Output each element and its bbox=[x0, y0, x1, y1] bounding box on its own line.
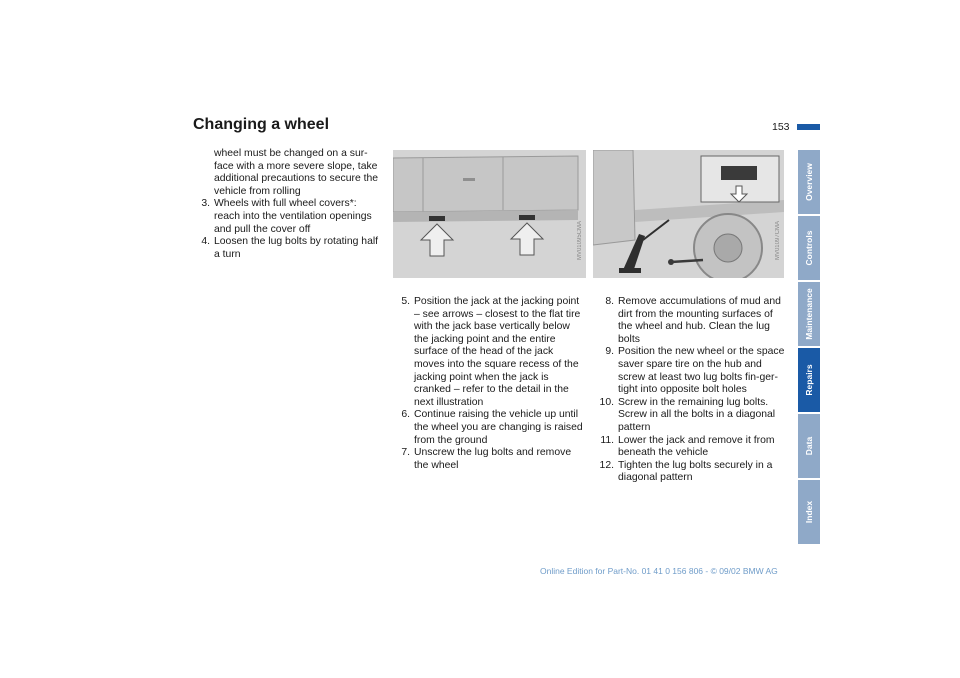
list-item bbox=[596, 296, 786, 346]
list-item bbox=[396, 409, 586, 447]
list-item bbox=[596, 346, 786, 396]
page-number: 153 bbox=[772, 121, 790, 133]
step-number: 4. bbox=[201, 236, 210, 248]
step-text: Position the jack at the jacking point – see arrows – closest to the flat tire with the jack base vertically below the jacking point and the entire surface of the head of the jack moves into the square recess of the jacking point when the jack is cranked – refer to the detail in the next illustration bbox=[414, 296, 581, 408]
tab-label: Data bbox=[804, 436, 814, 456]
tab-index[interactable] bbox=[798, 480, 820, 544]
step-text: Wheels with full wheel covers*: reach into the ventilation openings and pull the cover off bbox=[214, 198, 372, 235]
jack-detail-illustration bbox=[593, 150, 784, 278]
tab-label: Maintenance bbox=[804, 288, 814, 340]
text-column-3 bbox=[596, 296, 786, 485]
list-item bbox=[596, 460, 786, 485]
step-text: Unscrew the lug bolts and remove the wheel bbox=[414, 447, 572, 471]
tab-label: Overview bbox=[804, 163, 814, 201]
tab-maintenance[interactable] bbox=[798, 282, 820, 346]
text-column-2 bbox=[396, 296, 586, 472]
list-item bbox=[396, 296, 586, 409]
step-number: 11. bbox=[600, 434, 614, 446]
step-text: Loosen the lug bolts by rotating half a turn bbox=[214, 236, 379, 260]
step-text: Position the new wheel or the space saver spare tire on the hub and screw at least two lug bolts fin-ger-tight into opposite bolt holes bbox=[618, 346, 785, 396]
step-number: 7. bbox=[401, 447, 410, 459]
footer-edition-note: Online Edition for Part-No. 01 41 0 156 806 - © 09/02 BMW AG bbox=[540, 566, 778, 576]
tab-repairs[interactable] bbox=[798, 348, 820, 412]
figure-code: MV01097CMA bbox=[775, 220, 781, 260]
step-number: 10. bbox=[599, 396, 614, 408]
step-text: Screw in the remaining lug bolts. Screw in all the bolts in a diagonal pattern bbox=[618, 396, 776, 433]
tab-label: Repairs bbox=[804, 364, 814, 396]
list-item bbox=[196, 236, 384, 261]
continued-paragraph: wheel must be changed on a sur-face with a more severe slope, take additional precautions to secure the vehicle from rolling bbox=[214, 148, 379, 197]
jacking-points-illustration bbox=[393, 150, 586, 278]
list-item bbox=[596, 397, 786, 435]
list-item bbox=[396, 447, 586, 472]
list-item bbox=[196, 198, 384, 236]
section-tabs bbox=[798, 150, 820, 546]
text-column-1 bbox=[196, 148, 384, 261]
step-number: 12. bbox=[599, 459, 614, 471]
figure-code: MV01095CMA bbox=[577, 220, 583, 260]
step-text: Continue raising the vehicle up until the wheel you are changing is raised from the ground bbox=[414, 409, 583, 446]
step-number: 9. bbox=[605, 346, 614, 358]
page-number-bar bbox=[797, 124, 820, 130]
step-text: Tighten the lug bolts securely in a diagonal pattern bbox=[618, 459, 773, 484]
step-number: 8. bbox=[605, 296, 614, 307]
step-number: 6. bbox=[401, 409, 410, 421]
tab-controls[interactable] bbox=[798, 216, 820, 280]
tab-overview[interactable] bbox=[798, 150, 820, 214]
step-number: 3. bbox=[201, 198, 210, 210]
step-text: Remove accumulations of mud and dirt from the mounting surfaces of the wheel and hub. Clean the lug bolts bbox=[618, 296, 781, 345]
tab-data[interactable] bbox=[798, 414, 820, 478]
tab-label: Controls bbox=[804, 230, 814, 266]
step-text: Lower the jack and remove it from beneath the vehicle bbox=[618, 434, 775, 459]
list-item bbox=[596, 435, 786, 460]
page-title: Changing a wheel bbox=[193, 116, 330, 133]
tab-label: Index bbox=[804, 500, 814, 524]
step-number: 5. bbox=[401, 296, 410, 307]
